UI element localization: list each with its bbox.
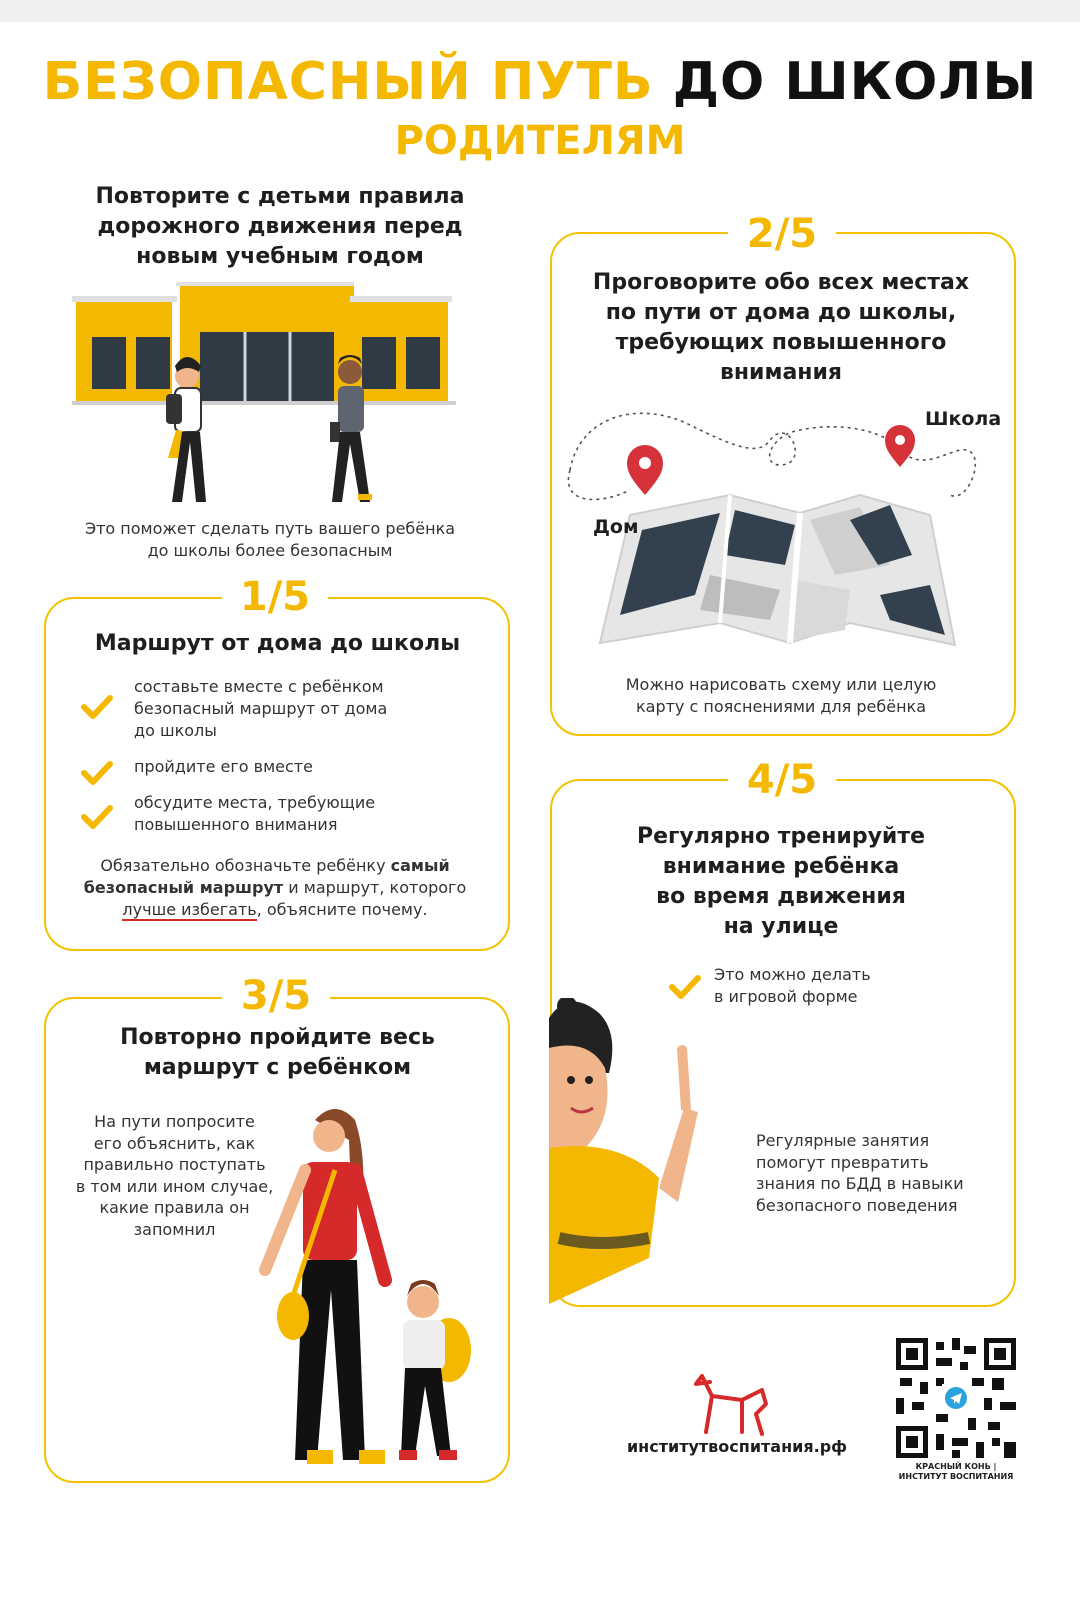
title-yellow: БЕЗОПАСНЫЙ ПУТЬ: [42, 52, 654, 112]
step3-heading: Повторно пройдите весь маршрут с ребёнком: [120, 1025, 435, 1080]
step1-heading: Маршрут от дома до школы: [94, 631, 461, 656]
map-label-school: Школа: [925, 408, 1002, 430]
home-pin-icon: [627, 445, 663, 495]
red-horse-logo: [692, 1372, 772, 1436]
top-strip: [0, 0, 1080, 22]
step4-text: Регулярные занятия помогут превратить знания по БДД в навыки безопасного поведения: [756, 1131, 964, 1215]
check-icon: [80, 800, 114, 834]
step2-caption: Можно нарисовать схему или целую карту с пояснениями для ребёнка: [625, 675, 937, 716]
step4-heading: Регулярно тренируйте внимание ребёнка во время движения на улице: [636, 824, 926, 939]
telegram-qr-code[interactable]: [896, 1338, 1016, 1458]
page-title: [0, 52, 1080, 112]
school-building-illustration: [72, 282, 462, 512]
pointing-woman-illustration: [549, 998, 729, 1304]
step1-item-2: пройдите его вместе: [80, 756, 480, 790]
check-icon: [80, 756, 114, 790]
check-icon: [80, 690, 114, 724]
step1-number: 1/5: [222, 574, 328, 620]
footer-site-link[interactable]: институтвоспитания.рф: [626, 1437, 848, 1456]
qr-caption: КРАСНЫЙ КОНЬ | ИНСТИТУТ ВОСПИТАНИЯ: [898, 1462, 1014, 1481]
step1-item-3: обсудите места, требующие повышенного внимания: [80, 792, 480, 836]
intro-caption: Это поможет сделать путь вашего ребёнка до школы более безопасным: [84, 519, 456, 560]
step2-number: 2/5: [728, 211, 836, 257]
page-subtitle: РОДИТЕЛЯМ: [394, 118, 686, 164]
step1-item-1: составьте вместе с ребёнком безопасный маршрут от дома до школы: [80, 676, 480, 742]
step1-note: Обязательно обозначьте ребёнку самый безопасный маршрут и маршрут, которого лучше избегать, объясните почему.: [83, 856, 467, 919]
mother-and-child-illustration: [255, 1100, 495, 1470]
map-label-home: Дом: [593, 516, 639, 538]
step4-number: 4/5: [728, 757, 836, 803]
intro-heading: Повторите с детьми правила дорожного движения перед новым учебным годом: [95, 184, 465, 269]
step2-heading: Проговорите обо всех местах по пути от дома до школы, требующих повышенного внимания: [592, 270, 970, 385]
step3-number: 3/5: [222, 973, 330, 1019]
school-pin-icon: [885, 425, 915, 467]
step4-check: Это можно делать в игровой форме: [668, 964, 968, 1008]
step3-text: На пути попросите его объяснить, как правильно поступать в том или ином случае, какие правила он запомнил: [75, 1112, 274, 1239]
title-black: ДО ШКОЛЫ: [672, 52, 1038, 112]
